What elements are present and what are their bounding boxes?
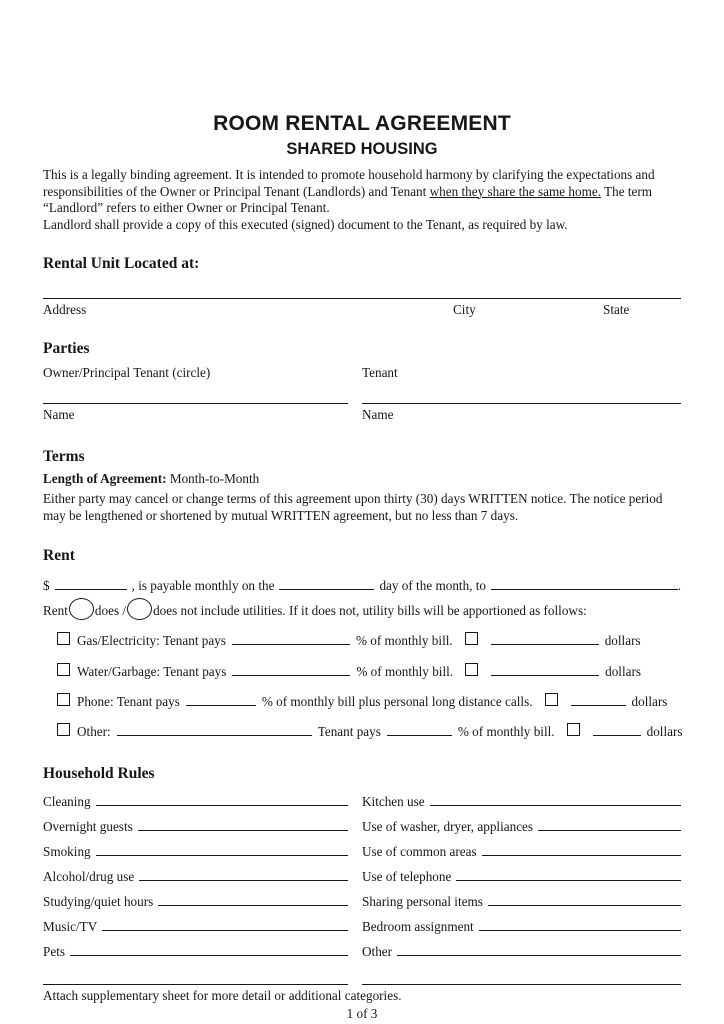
rent-includes-pre: Rent [43, 602, 68, 618]
gas-electricity-row [43, 632, 681, 650]
extra-rule-write-line[interactable] [362, 984, 681, 985]
intro-law-text: Landlord shall provide a copy of this executed (signed) document to the Tenant, as required by law. [43, 216, 568, 232]
rule-blank[interactable] [96, 843, 348, 856]
extra-rules-lines-row [43, 984, 681, 985]
water-garbage-row [43, 663, 681, 681]
other-description-blank[interactable] [117, 723, 312, 736]
rule-blank[interactable] [488, 893, 681, 906]
water-checkbox[interactable] [57, 663, 70, 676]
water-dollars-checkbox[interactable] [465, 663, 478, 676]
rule-blank[interactable] [430, 793, 681, 806]
rental-unit-heading: Rental Unit Located at: [43, 255, 200, 273]
intro-paragraph [43, 167, 681, 233]
parties-heading: Parties [43, 340, 90, 358]
rule-label: Use of telephone [362, 869, 452, 885]
rule-label: Overnight guests [43, 819, 133, 835]
gas-mid-text: % of monthly bill. [355, 633, 453, 649]
rule-label: Other [362, 944, 393, 960]
intro-text-1: This is a legally binding agreement. It is intended to promote household harmony by clarifying the expectations and responsibilities of the Owner or Principal Tenant (Landlords) and Tenant [43, 167, 655, 199]
rule-label: Sharing personal items [362, 894, 483, 910]
rule-label: Music/TV [43, 919, 98, 935]
rule-label: Studying/quiet hours [43, 894, 154, 910]
phone-label: Phone: Tenant pays [77, 693, 180, 709]
rent-amount-line [43, 577, 681, 595]
other-percent-blank[interactable] [387, 723, 452, 736]
rule-row [43, 893, 681, 918]
length-value: Month-to-Month [166, 470, 260, 486]
rule-blank[interactable] [138, 818, 348, 831]
other-dollars-blank[interactable] [593, 723, 641, 736]
gas-percent-blank[interactable] [232, 632, 350, 645]
other-checkbox[interactable] [57, 723, 70, 736]
rule-blank[interactable] [538, 818, 681, 831]
rule-blank[interactable] [479, 918, 681, 931]
rule-label: Alcohol/drug use [43, 869, 135, 885]
tenant-name-write-line[interactable] [362, 403, 681, 404]
gas-dollars-blank[interactable] [491, 632, 599, 645]
intro-text-2: The term “Landlord” refers to either Owner or Principal Tenant. [43, 183, 653, 216]
gas-dollars-checkbox[interactable] [465, 632, 478, 645]
owner-label: Owner/Principal Tenant (circle) [43, 365, 211, 381]
phone-dollars-blank[interactable] [571, 693, 626, 706]
length-label: Length of Agreement: [43, 470, 167, 486]
rule-label: Cleaning [43, 794, 91, 810]
rule-blank[interactable] [456, 868, 681, 881]
household-rules-grid [43, 793, 681, 968]
other-suffix: dollars [646, 723, 683, 739]
length-of-agreement-line [43, 471, 681, 488]
dollar-sign: $ [43, 578, 50, 594]
phone-suffix: dollars [631, 693, 668, 709]
rent-includes-rest: does not include utilities. If it does not, utility bills will be apportioned as follows: [153, 602, 587, 618]
extra-rule-write-line[interactable] [43, 984, 348, 985]
rule-blank[interactable] [70, 943, 348, 956]
rent-amount-blank[interactable] [55, 577, 127, 590]
does-circle[interactable] [69, 598, 94, 620]
rule-label: Use of washer, dryer, appliances [362, 819, 534, 835]
does-not-circle[interactable] [127, 598, 152, 620]
rule-row [43, 843, 681, 868]
other-utility-row [43, 723, 681, 741]
page-number: 1 of 3 [346, 1005, 378, 1021]
owner-name-label: Name [43, 406, 75, 422]
rent-line-period: . [677, 578, 681, 594]
rule-label: Use of common areas [362, 844, 477, 860]
owner-name-write-line[interactable] [43, 403, 348, 404]
household-rules-heading: Household Rules [43, 765, 155, 783]
rule-label: Smoking [43, 844, 91, 860]
terms-notice-paragraph: Either party may cancel or change terms of this agreement upon thirty (30) days WRITTEN notice. The notice period may be lengthened or shortened by mutual WRITTEN agreement, but no less than 7 days. [43, 491, 663, 523]
rule-blank[interactable] [139, 868, 348, 881]
intro-underlined-text: when they share the same home. [429, 183, 601, 199]
rule-blank[interactable] [397, 943, 681, 956]
rule-blank[interactable] [96, 793, 348, 806]
rule-row [43, 793, 681, 818]
parties-lines-row [43, 403, 681, 404]
rule-label: Bedroom assignment [362, 919, 474, 935]
terms-heading: Terms [43, 447, 85, 465]
phone-row [43, 693, 681, 711]
water-suffix: dollars [605, 663, 641, 679]
parties-labels-row [43, 365, 681, 382]
document-subtitle: SHARED HOUSING [286, 140, 438, 158]
phone-percent-blank[interactable] [186, 693, 256, 706]
rent-day-text: day of the month, to [379, 578, 487, 594]
water-label: Water/Garbage: Tenant pays [77, 663, 227, 679]
phone-checkbox[interactable] [57, 693, 70, 706]
supplementary-note: Attach supplementary sheet for more detail or additional categories. [43, 988, 402, 1004]
rent-payable-text: , is payable monthly on the [131, 578, 275, 594]
rule-blank[interactable] [102, 918, 348, 931]
state-label: State [603, 302, 630, 318]
rule-row [43, 943, 681, 968]
rent-payee-blank[interactable] [491, 577, 678, 590]
tenant-name-label: Name [362, 406, 394, 422]
other-label: Other: [77, 723, 111, 739]
phone-dollars-checkbox[interactable] [545, 693, 558, 706]
rent-heading: Rent [43, 547, 75, 565]
document-title: ROOM RENTAL AGREEMENT [213, 112, 511, 135]
gas-label: Gas/Electricity: Tenant pays [77, 633, 226, 649]
address-label: Address [43, 302, 87, 318]
other-mid2-text: Tenant pays [317, 723, 381, 739]
rule-label: Pets [43, 944, 65, 960]
rule-row [43, 818, 681, 843]
rule-row [43, 868, 681, 893]
address-write-line[interactable] [43, 298, 681, 299]
other-mid-text: % of monthly bill. [457, 723, 555, 739]
gas-suffix: dollars [604, 633, 641, 649]
phone-mid-text: % of monthly bill plus personal long distance calls. [261, 693, 533, 709]
rule-label: Kitchen use [362, 794, 425, 810]
city-label: City [453, 302, 476, 318]
other-dollars-checkbox[interactable] [567, 723, 580, 736]
water-dollars-blank[interactable] [491, 663, 599, 676]
rule-row [43, 918, 681, 943]
address-labels-row [43, 302, 681, 319]
rule-blank[interactable] [158, 893, 348, 906]
rent-utilities-line [43, 598, 681, 620]
rule-blank[interactable] [482, 843, 681, 856]
water-percent-blank[interactable] [232, 663, 350, 676]
tenant-label: Tenant [362, 365, 398, 381]
rent-includes-does: does / [94, 602, 127, 618]
gas-checkbox[interactable] [57, 632, 70, 645]
rent-day-blank[interactable] [279, 577, 374, 590]
water-mid-text: % of monthly bill. [356, 663, 454, 679]
parties-name-labels-row [43, 407, 681, 424]
